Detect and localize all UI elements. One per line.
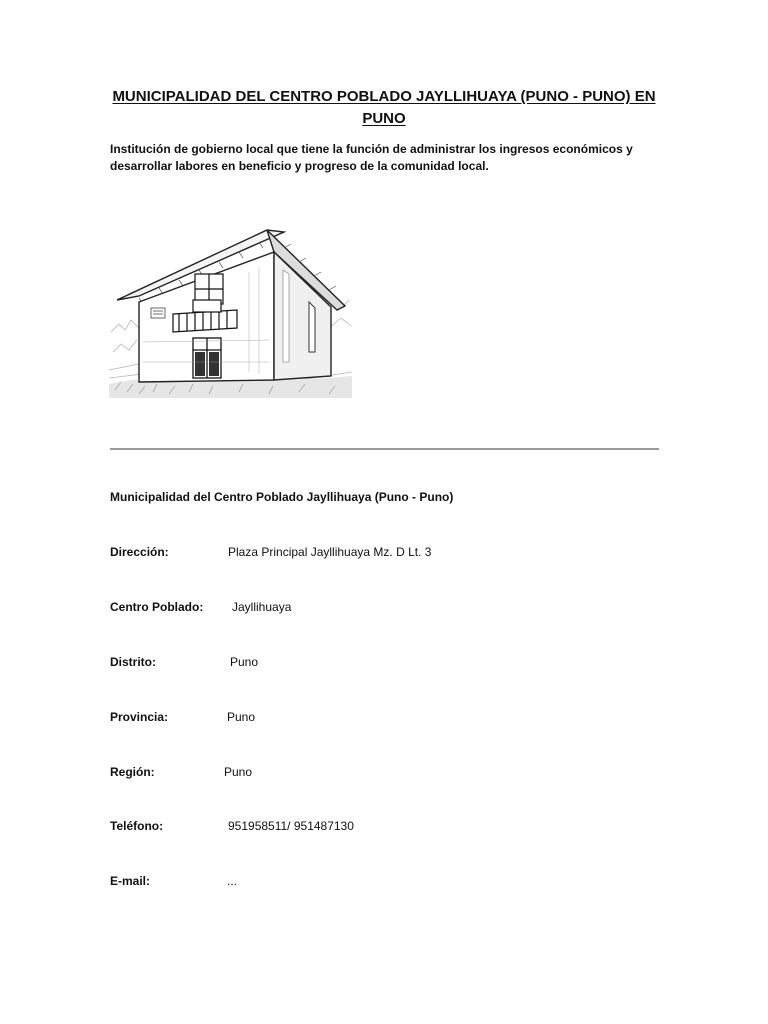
field-label: E-mail: (110, 874, 151, 888)
field-direccion (110, 544, 432, 561)
section-divider (110, 448, 659, 450)
field-email (110, 873, 238, 890)
field-label: Centro Poblado: (110, 600, 204, 614)
field-label: Teléfono: (110, 819, 164, 833)
field-label: Región: (110, 765, 155, 779)
field-provincia (110, 709, 256, 726)
field-label: Dirección: (110, 545, 169, 559)
field-region (110, 764, 253, 781)
field-label: Distrito: (110, 655, 156, 669)
field-distrito (110, 654, 259, 671)
page-title: MUNICIPALIDAD DEL CENTRO POBLADO JAYLLIHUAYA (PUNO - PUNO) EN PUNO (112, 88, 656, 127)
building-photo (109, 212, 352, 398)
field-value: 951958511/ 951487130 (228, 819, 354, 833)
organization-name: Municipalidad del Centro Poblado Jayllihuaya (Puno - Puno) (110, 490, 454, 504)
field-label: Provincia: (110, 710, 169, 724)
field-value: Plaza Principal Jayllihuaya Mz. D Lt. 3 (228, 545, 432, 559)
field-value: Puno (227, 710, 256, 724)
intro-paragraph: Institución de gobierno local que tiene la función de administrar los ingresos económicos y desarrollar labores en beneficio y progreso de la comunidad local. (110, 142, 633, 173)
field-value: ... (227, 874, 238, 888)
field-value: Puno (224, 765, 253, 779)
field-telefono (110, 818, 354, 835)
field-value: Puno (230, 655, 259, 669)
building-sketch-icon (109, 212, 352, 398)
field-centro-poblado (110, 599, 292, 616)
field-value: Jayllihuaya (232, 600, 292, 614)
